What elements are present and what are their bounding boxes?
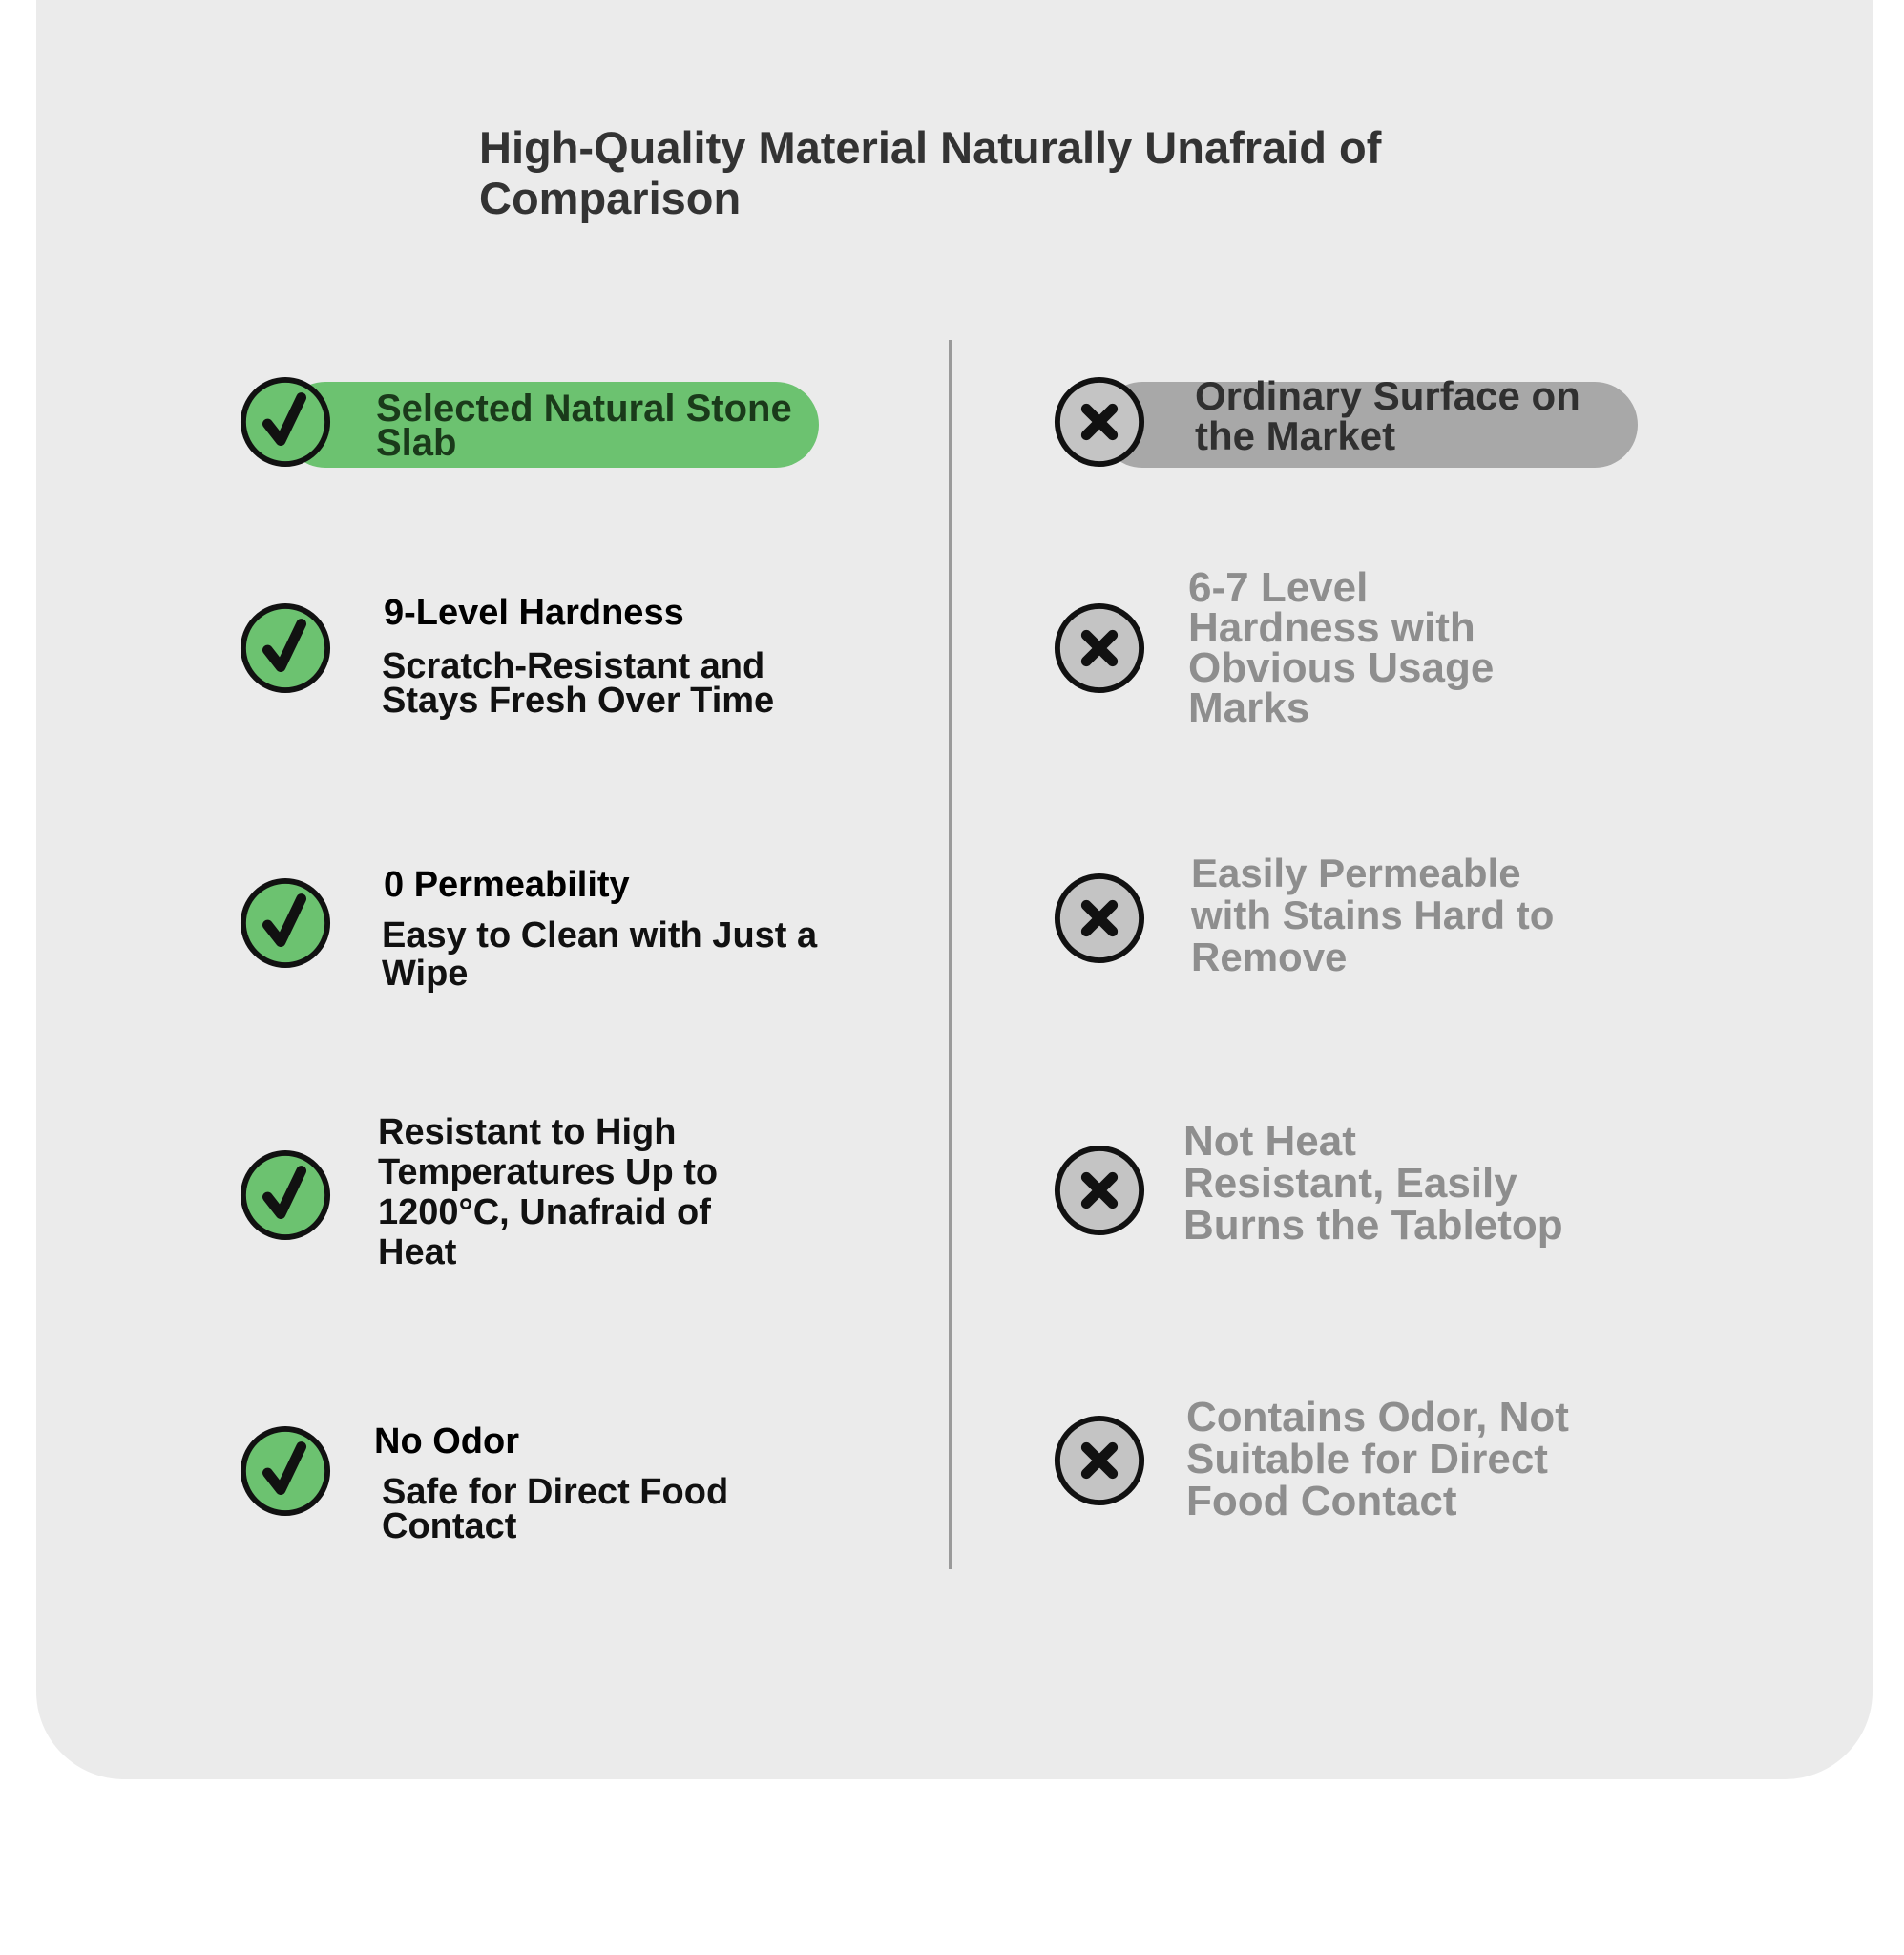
check-circle-icon [239, 876, 332, 970]
good-item-title: No Odor [374, 1421, 519, 1461]
column-divider [949, 340, 952, 1569]
good-column-header: Selected Natural Stone Slab [376, 388, 792, 464]
check-circle-icon [239, 375, 332, 469]
bad-item-text: Easily Permeable with Stains Hard to Remove [1191, 851, 1555, 979]
x-circle-icon [1053, 1144, 1146, 1237]
x-circle-icon [1053, 601, 1146, 695]
good-item-desc: Resistant to High Temperatures Up to 1200°C, Unafraid of Heat [378, 1112, 719, 1272]
bad-item-text: Not Heat Resistant, Easily Burns the Tabletop [1183, 1118, 1563, 1249]
x-circle-icon [1053, 872, 1146, 965]
bad-item-text: Contains Odor, Not Suitable for Direct Food Contact [1186, 1394, 1569, 1524]
x-circle-icon [1053, 1414, 1146, 1507]
good-item-desc: Scratch-Resistant and Stays Fresh Over Time [382, 646, 775, 721]
good-item-desc: Easy to Clean with Just a Wipe [382, 915, 818, 994]
check-circle-icon [239, 1148, 332, 1242]
good-item-title: 9-Level Hardness [384, 593, 684, 633]
bad-item-text: 6-7 Level Hardness with Obvious Usage Marks [1188, 564, 1495, 731]
good-item-title: 0 Permeability [384, 865, 630, 905]
page-title: High-Quality Material Naturally Unafraid of Comparison [479, 122, 1382, 223]
check-circle-icon [239, 1424, 332, 1518]
bad-column-header: Ordinary Surface on the Market [1195, 373, 1580, 458]
good-item-desc: Safe for Direct Food Contact [382, 1472, 729, 1546]
check-circle-icon [239, 601, 332, 695]
x-circle-icon [1053, 375, 1146, 469]
